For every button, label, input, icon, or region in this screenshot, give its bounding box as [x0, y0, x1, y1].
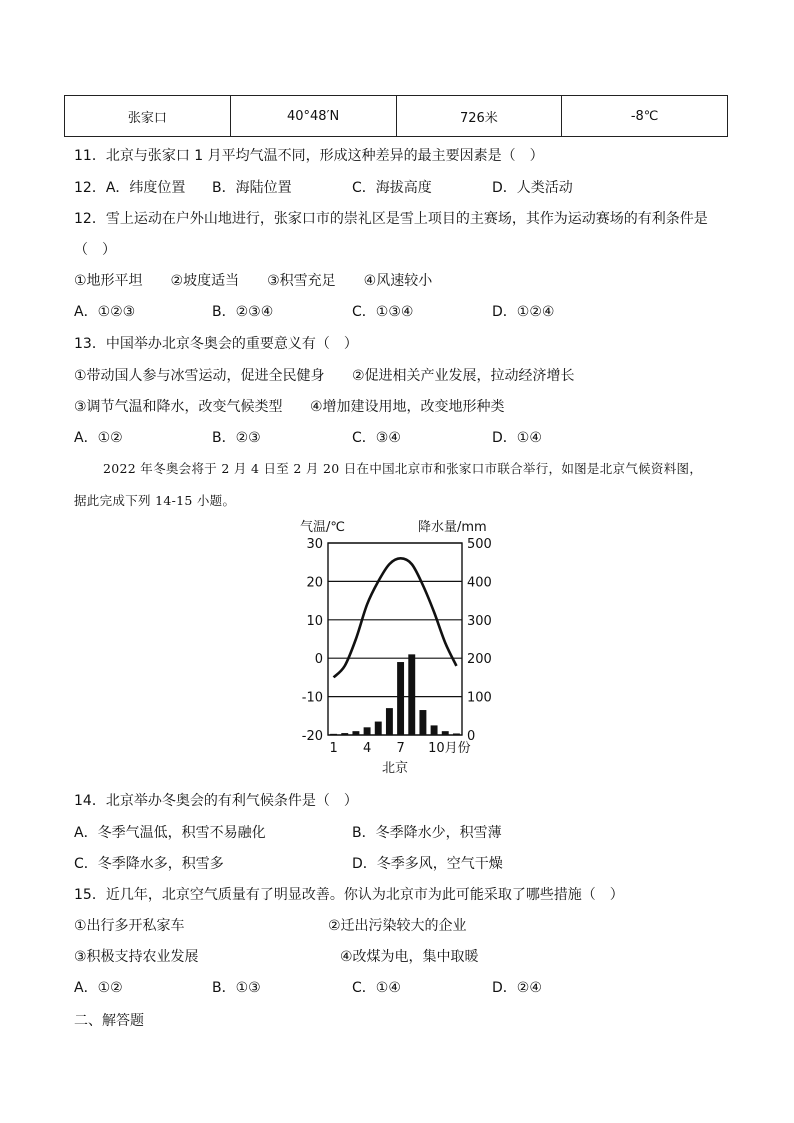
- precip-bar: [419, 710, 426, 735]
- q14-option-d: D．冬季多风，空气干燥: [352, 856, 503, 872]
- q13-option-a: A．①②: [74, 430, 123, 446]
- q13-statement-2: ②促进相关产业发展，拉动经济增长: [352, 368, 575, 384]
- precip-bar: [386, 708, 393, 735]
- x-tick-label: 4: [362, 741, 372, 756]
- q13-statement-3: ③调节气温和降水，改变气候类型: [74, 399, 283, 415]
- q14-option-a: A．冬季气温低，积雪不易融化: [74, 825, 266, 841]
- chart-title: 北京: [381, 761, 409, 776]
- precip-tick-label: 200: [467, 652, 492, 668]
- temp-tick-label: -10: [301, 690, 323, 706]
- table-cell: 726米: [396, 96, 562, 137]
- q11-stem: 11．北京与张家口 1 月平均气温不同，形成这种差异的最主要因素是（ ）: [74, 148, 544, 164]
- q11-option-d: D．人类活动: [492, 180, 573, 196]
- q15-option-c: C．①④: [352, 980, 401, 996]
- q12-option-b: B．②③④: [212, 304, 274, 320]
- intro-line-1: 2022 年冬奥会将于 2 月 4 日至 2 月 20 日在中国北京市和张家口市联合举行，如图是北京气候资料图，: [103, 461, 703, 476]
- section-heading: 二、解答题: [74, 1013, 144, 1029]
- precip-tick-label: 400: [467, 575, 492, 591]
- q13-option-b: B．②③: [212, 430, 261, 446]
- temp-axis-label: 气温/℃: [300, 520, 345, 535]
- precip-bar: [453, 733, 460, 735]
- q12-option-a: A．①②③: [74, 304, 136, 320]
- q11-option-c: C．海拔高度: [352, 180, 432, 196]
- precip-bar: [352, 731, 359, 735]
- precip-tick-label: 300: [467, 613, 492, 629]
- q12-option-c: C．①③④: [352, 304, 414, 320]
- x-tick-label: 1: [329, 741, 338, 756]
- precip-tick-label: 500: [467, 537, 492, 552]
- table-cell: 40°48′N: [230, 96, 396, 137]
- precip-bar: [330, 734, 337, 735]
- precip-tick-label: 0: [467, 729, 476, 744]
- q13-statement-1: ①带动国人参与冰雪运动，促进全民健身: [74, 368, 325, 384]
- precip-axis-label: 降水量/mm: [418, 520, 487, 535]
- q15-option-b: B．①③: [212, 980, 261, 996]
- x-tick-label: 7: [396, 741, 405, 756]
- q13-statement-4: ④增加建设用地，改变地形种类: [310, 399, 505, 415]
- q11-option-b: B．海陆位置: [212, 180, 292, 196]
- precip-bar: [442, 731, 449, 735]
- q15-statement-1: ①出行多开私家车: [74, 918, 185, 934]
- q14-option-c: C．冬季降水多，积雪多: [74, 856, 224, 872]
- precip-bar: [431, 725, 438, 735]
- plot-frame: [328, 543, 462, 735]
- x-tick-label: 10月份: [428, 741, 471, 756]
- q15-option-a: A．①②: [74, 980, 123, 996]
- data-table: [64, 95, 728, 137]
- q12-paren: （ ）: [74, 242, 116, 258]
- q15-option-d: D．②④: [492, 980, 542, 996]
- precip-bar: [341, 733, 348, 735]
- q15-statement-4: ④改煤为电，集中取暖: [340, 949, 479, 965]
- temp-tick-label: 10: [306, 613, 323, 629]
- precip-bar: [408, 654, 415, 735]
- temp-tick-label: 20: [306, 575, 323, 591]
- temperature-curve: [334, 558, 457, 677]
- q12-statements: ①地形平坦 ②坡度适当 ③积雪充足 ④风速较小: [74, 273, 433, 289]
- table-cell: -8℃: [562, 96, 728, 137]
- table-cell: 张家口: [65, 96, 231, 137]
- q11-option-a: 12．A．纬度位置: [74, 180, 186, 196]
- q15-statement-3: ③积极支持农业发展: [74, 949, 199, 965]
- q14-stem: 14．北京举办冬奥会的有利气候条件是（ ）: [74, 793, 358, 809]
- table-row: [65, 96, 728, 137]
- intro-line-2: 据此完成下列 14-15 小题。: [74, 493, 236, 508]
- q12-option-d: D．①②④: [492, 304, 555, 320]
- precip-bar: [375, 722, 382, 735]
- precip-bar: [397, 662, 404, 735]
- q13-option-d: D．①④: [492, 430, 542, 446]
- q12-stem: 12．雪上运动在户外山地进行，张家口市的崇礼区是雪上项目的主赛场，其作为运动赛场的有利条件是: [74, 211, 708, 227]
- precip-tick-label: 100: [467, 690, 492, 706]
- climate-chart: [290, 515, 500, 777]
- q15-statement-2: ②迁出污染较大的企业: [328, 918, 467, 934]
- temp-tick-label: 0: [314, 652, 323, 668]
- q13-option-c: C．③④: [352, 430, 401, 446]
- q15-stem: 15．近几年，北京空气质量有了明显改善。你认为北京市为此可能采取了哪些措施（ ）: [74, 887, 624, 903]
- q13-stem: 13．中国举办北京冬奥会的重要意义有（ ）: [74, 336, 358, 352]
- temp-tick-label: -20: [301, 729, 323, 744]
- precip-bar: [364, 727, 371, 735]
- temp-tick-label: 30: [306, 537, 323, 552]
- q14-option-b: B．冬季降水少，积雪薄: [352, 825, 502, 841]
